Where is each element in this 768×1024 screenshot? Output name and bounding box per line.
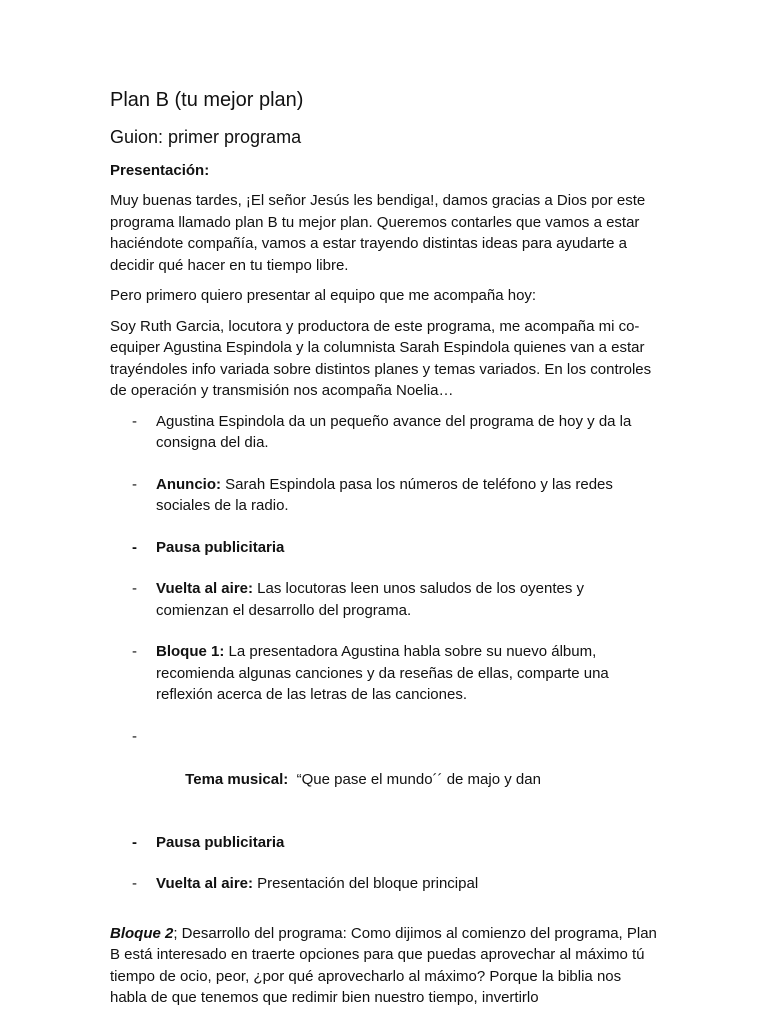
- list-item-label: Bloque 1:: [156, 643, 225, 660]
- bullet-dash: -: [132, 538, 137, 556]
- bullet-dash: -: [132, 475, 137, 493]
- list-item-text: Sarah Espindola pasa los números de teléfono y las redes sociales de la radio.: [156, 475, 613, 514]
- list-item-text: La presentadora Agustina habla sobre su nuevo álbum, recomienda algunas canciones y da reseñas de ellas, comparte una reflexión acerca de las letras de las canciones.: [156, 643, 609, 703]
- list-item-label: Vuelta al aire:: [156, 875, 253, 892]
- list-item: [110, 578, 658, 621]
- list-item: [110, 641, 658, 706]
- list-item: [110, 474, 658, 517]
- document-subtitle: Guion: primer programa: [110, 127, 302, 147]
- list-item-label: Tema musical:: [181, 770, 289, 788]
- list-item-text: Presentación del bloque principal: [253, 875, 479, 892]
- bullet-dash: -: [132, 727, 137, 745]
- list-item-label: Anuncio:: [156, 475, 221, 493]
- list-item-text: Agustina Espindola da un pequeño avance del programa de hoy y da la consigna del dia.: [156, 412, 632, 451]
- list-item-label: Vuelta al aire:: [156, 580, 253, 597]
- bullet-dash: -: [132, 833, 137, 851]
- paragraph-bloque-2: [110, 923, 658, 1009]
- bullet-dash: -: [132, 580, 137, 597]
- list-item-label: Pausa publicitaria: [156, 538, 285, 556]
- section-heading-presentacion: Presentación:: [110, 162, 210, 179]
- bloque-2-text: ; Desarrollo del programa: Como dijimos al comienzo del programa, Plan B está interesado en traerte opciones para que puedas aprovechar al máximo tú tiempo de ocio, peor, ¿por qué aprovecharlo al máximo? Porque la biblia nos habla de que tenemos que redimir bien nuestro tiempo, invertirlo: [110, 924, 657, 1006]
- program-outline-list: [110, 411, 658, 895]
- list-item: [110, 726, 658, 812]
- paragraph-greeting: Muy buenas tardes, ¡El señor Jesús les bendiga!, damos gracias a Dios por este programa llamado plan B tu mejor plan. Queremos contarles que vamos a estar haciéndote compañía, vamos a estar trayendo distintas ideas para ayudarte a decidir qué hacer en tu tiempo libre.: [110, 192, 646, 274]
- bullet-dash: -: [132, 643, 137, 660]
- paragraph-team-members: Soy Ruth Garcia, locutora y productora de este programa, me acompaña mi co-equiper Agustina Espindola y la columnista Sarah Espindola quienes van a estar trayéndoles info variada sobre distintos planes y temas variados. En los controles de operación y transmisión nos acompaña Noelia…: [110, 317, 652, 399]
- bullet-dash: -: [132, 875, 137, 892]
- bloque-2-label: Bloque 2: [110, 924, 174, 942]
- list-item-label: Pausa publicitaria: [156, 833, 285, 851]
- document-title: Plan B (tu mejor plan): [110, 89, 304, 111]
- list-item: [110, 411, 658, 454]
- list-item-text: Las locutoras leen unos saludos de los oyentes y comienzan el desarrollo del programa.: [156, 580, 585, 619]
- list-item: [110, 873, 658, 895]
- bullet-dash: -: [132, 412, 137, 430]
- list-item-text: “Que pase el mundo´´ de majo y dan: [288, 770, 541, 788]
- paragraph-team-intro: Pero primero quiero presentar al equipo que me acompaña hoy:: [110, 287, 537, 304]
- list-item: [110, 537, 658, 559]
- list-item: [110, 832, 658, 854]
